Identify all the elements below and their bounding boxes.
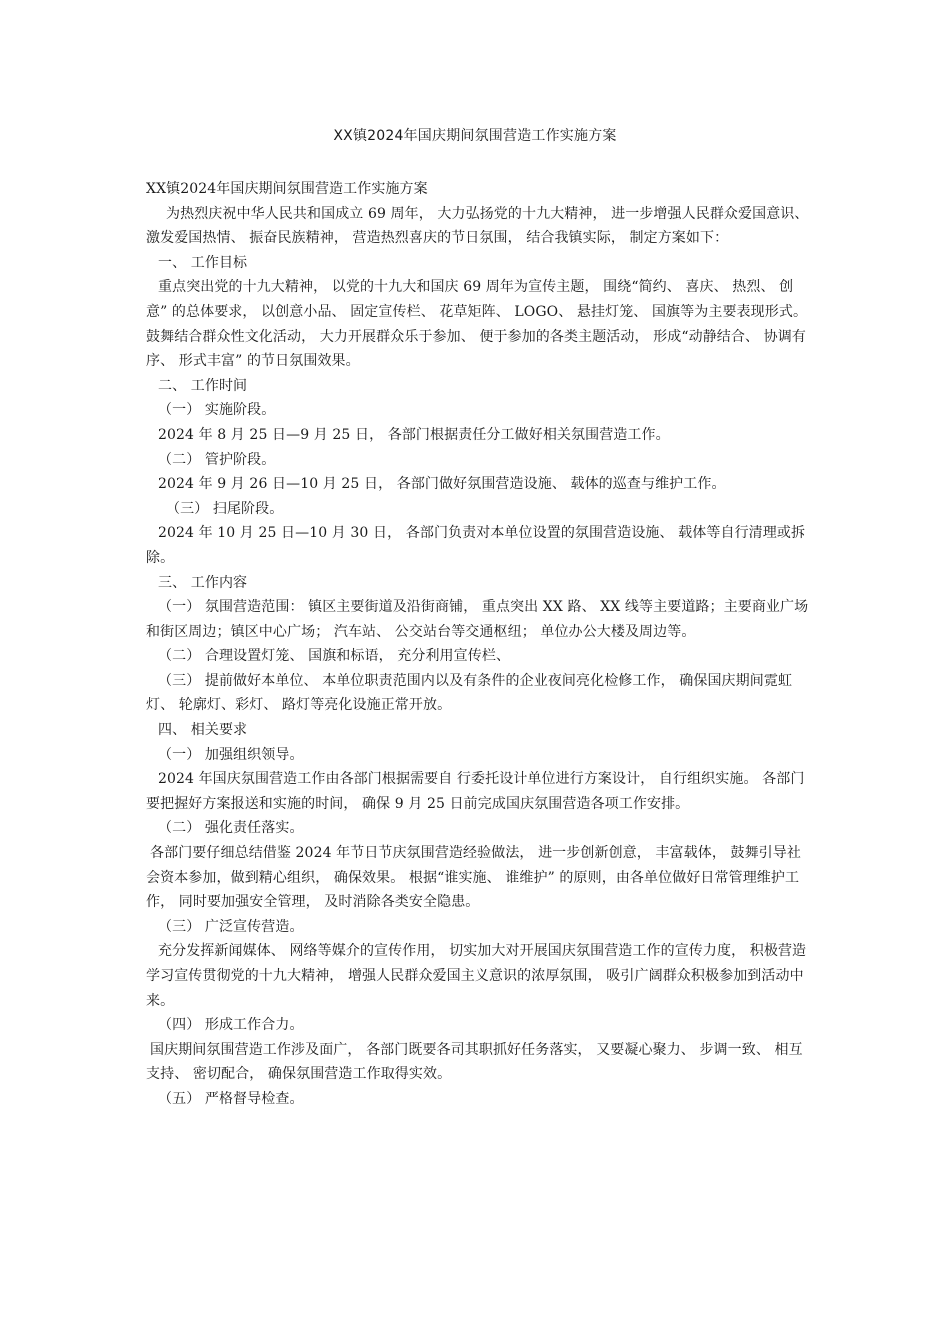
document-paragraph: （二） 管护阶段。 <box>158 451 276 468</box>
document-paragraph: （一） 加强组织领导。 <box>158 746 304 763</box>
document-paragraph: 三、 工作内容 <box>158 574 248 591</box>
document-paragraph: 国庆期间氛围营造工作涉及面广， 各部门既要各司其职抓好任务落实， 又要凝心聚力、 步调一致、 相互支持、 密切配合， 确保氛围营造工作取得实效。 <box>146 1041 803 1083</box>
document-paragraph: 2024 年 9 月 26 日—10 月 25 日， 各部门做好氛围营造设施、 载体的巡查与维护工作。 <box>158 476 726 493</box>
document-paragraph: XX镇2024年国庆期间氛围营造工作实施方案 <box>146 181 428 197</box>
document-paragraph: （四） 形成工作合力。 <box>158 1017 304 1034</box>
document-paragraph: 为热烈庆祝中华人民共和国成立 69 周年， 大力弘扬党的十九大精神， 进一步增强人民群众爱国意识、 激发爱国热情、 振奋民族精神， 营造热烈喜庆的节日氛围， 结合我镇实际， 制定方案如下： <box>146 205 809 247</box>
document-paragraph: 2024 年 10 月 25 日—10 月 30 日， 各部门负责对本单位设置的氛围营造设施、 载体等自行清理或拆除。 <box>146 525 806 566</box>
document-paragraph: （三） 扫尾阶段。 <box>166 500 284 517</box>
document-paragraph: 各部门要仔细总结借鉴 2024 年节日节庆氛围营造经验做法， 进一步创新创意， 丰富载体， 鼓舞引导社会资本参加，做到精心组织， 确保效果。 根据“谁实施、 谁维护” 的原则，由各单位做好日常管理维护工作， 同时要加强安全管理， 及时消除各类安全隐患。 <box>146 845 801 911</box>
page-title: XX镇2024年国庆期间氛围营造工作实施方案 <box>333 128 617 144</box>
document-paragraph: 重点突出党的十九大精神， 以党的十九大和国庆 69 周年为宣传主题， 围绕“简约、 喜庆、 热烈、 创意” 的总体要求， 以创意小品、 固定宣传栏、 花草矩阵、 LOGO、 悬挂灯笼、 国旗等为主要表现形式。 鼓舞结合群众性文化活动， 大力开展群众乐于参加、 便于参加的各类主题活动， 形成“动静结合、 协调有序、 形式丰富” 的节日氛围效果。 <box>146 279 808 370</box>
document-paragraph: 2024 年 8 月 25 日—9 月 25 日， 各部门根据责任分工做好相关氛围营造工作。 <box>158 426 670 443</box>
document-paragraph: （五） 严格督导检查。 <box>158 1090 304 1107</box>
document-paragraph: 2024 年国庆氛围营造工作由各部门根据需要自 行委托设计单位进行方案设计， 自行组织实施。 各部门要把握好方案报送和实施的时间， 确保 9 月 25 日前完成国庆氛围营造各项工作安排。 <box>146 771 805 812</box>
document-paragraph: （三） 广泛宣传营造。 <box>158 918 304 935</box>
document-paragraph: （二） 强化责任落实。 <box>158 820 304 837</box>
document-paragraph: 一、 工作目标 <box>158 254 248 271</box>
document-paragraph: （一） 实施阶段。 <box>158 402 276 419</box>
document-paragraph: （三） 提前做好本单位、 本单位职责范围内以及有条件的企业夜间亮化检修工作， 确保国庆期间霓虹灯、 轮廓灯、彩灯、 路灯等亮化设施正常开放。 <box>146 672 793 714</box>
document-paragraph: 充分发挥新闻媒体、 网络等媒介的宣传作用， 切实加大对开展国庆氛围营造工作的宣传力度， 积极营造学习宣传贯彻党的十九大精神， 增强人民群众爱国主义意识的浓厚氛围， 吸引广阔群众积极参加到活动中来。 <box>146 943 807 1009</box>
document-paragraph: 二、 工作时间 <box>158 377 248 394</box>
document-body <box>146 177 810 1112</box>
document-paragraph: 四、 相关要求 <box>158 722 248 739</box>
document-paragraph: （一） 氛围营造范围： 镇区主要街道及沿街商铺， 重点突出 XX 路、 XX 线等主要道路；主要商业广场和街区周边；镇区中心广场； 汽车站、 公交站台等交通枢纽； 单位办公大楼及周边等。 <box>146 599 809 640</box>
document-paragraph: （二） 合理设置灯笼、 国旗和标语， 充分利用宣传栏、 <box>158 648 511 665</box>
